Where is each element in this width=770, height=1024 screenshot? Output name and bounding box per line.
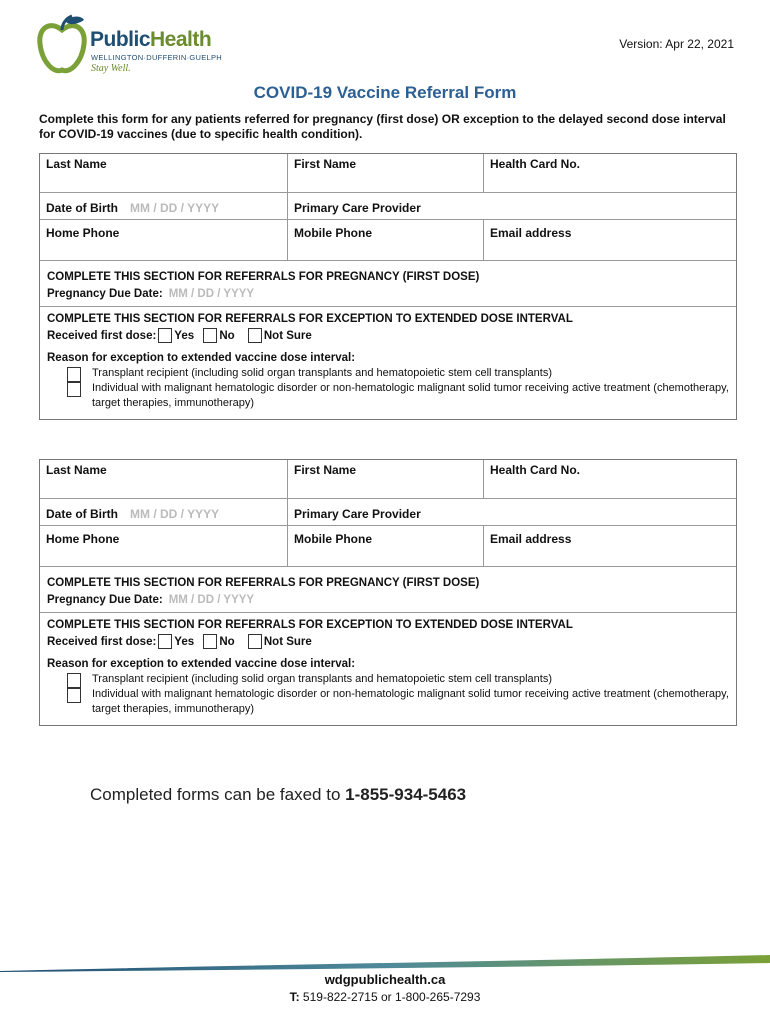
dob-row <box>40 499 736 526</box>
pregnancy-heading: COMPLETE THIS SECTION FOR REFERRALS FOR PREGNANCY (FIRST DOSE) <box>47 271 480 283</box>
yes-checkbox[interactable] <box>158 328 172 343</box>
exception-section <box>40 613 736 655</box>
yes-checkbox[interactable] <box>158 634 172 649</box>
referral-form-2 <box>39 459 737 726</box>
footer-telephone: T: 519-822-2715 or 1-800-265-7293 <box>289 990 481 1004</box>
reason-section <box>40 349 736 419</box>
received-dose-row: Received first dose: Yes No Not Sure <box>47 636 312 648</box>
email-field[interactable]: Email address <box>483 526 736 566</box>
public-health-logo <box>36 14 226 78</box>
footer-website[interactable]: wdgpublichealth.ca <box>324 972 446 987</box>
exception-heading: COMPLETE THIS SECTION FOR REFERRALS FOR EXCEPTION TO EXTENDED DOSE INTERVAL <box>47 313 573 325</box>
home-phone-field[interactable]: Home Phone <box>46 226 120 240</box>
brand-tagline: Stay Well. <box>91 63 131 74</box>
malignant-checkbox[interactable] <box>67 382 81 397</box>
first-name-field[interactable]: First Name <box>287 154 483 192</box>
not-sure-checkbox[interactable] <box>248 328 262 343</box>
exception-heading: COMPLETE THIS SECTION FOR REFERRALS FOR EXCEPTION TO EXTENDED DOSE INTERVAL <box>47 619 573 631</box>
mobile-phone-field[interactable]: Mobile Phone <box>287 526 483 566</box>
pregnancy-section <box>40 567 736 613</box>
due-date-field[interactable]: Pregnancy Due Date: MM / DD / YYYY <box>47 288 255 300</box>
exception-section <box>40 307 736 349</box>
health-card-field[interactable]: Health Card No. <box>483 154 736 192</box>
referral-form-1 <box>39 153 737 420</box>
primary-care-field[interactable]: Primary Care Provider <box>287 499 736 525</box>
transplant-checkbox[interactable] <box>67 367 81 382</box>
brand-name: PublicHealth <box>90 28 212 51</box>
name-row <box>40 154 736 193</box>
phone-row <box>40 220 736 261</box>
health-card-field[interactable]: Health Card No. <box>483 460 736 498</box>
malignant-checkbox[interactable] <box>67 688 81 703</box>
reason-heading: Reason for exception to extended vaccine dose interval: <box>47 658 356 670</box>
no-checkbox[interactable] <box>203 328 217 343</box>
pregnancy-heading: COMPLETE THIS SECTION FOR REFERRALS FOR PREGNANCY (FIRST DOSE) <box>47 577 480 589</box>
primary-care-field[interactable]: Primary Care Provider <box>287 193 736 219</box>
reason-option-malignant: Individual with malignant hematologic disorder or non-hematologic malignant solid tumor receiving active treatment (chemotherapy, target therapies, immunotherapy) <box>47 381 729 411</box>
reason-option-transplant: Transplant recipient (including solid organ transplants and hematopoietic stem cell transplants) <box>47 366 729 381</box>
received-dose-row: Received first dose: Yes No Not Sure <box>47 330 312 342</box>
transplant-checkbox[interactable] <box>67 673 81 688</box>
last-name-field[interactable]: Last Name <box>46 463 107 477</box>
due-date-field[interactable]: Pregnancy Due Date: MM / DD / YYYY <box>47 594 255 606</box>
intro-text: Complete this form for any patients referred for pregnancy (first dose) OR exception to the delayed second dose interval for COVID-19 vaccines (due to specific health condition). <box>39 112 726 141</box>
first-name-field[interactable]: First Name <box>287 460 483 498</box>
fax-instructions: Completed forms can be faxed to 1-855-934-5463 <box>90 785 467 804</box>
dob-row <box>40 193 736 220</box>
home-phone-field[interactable]: Home Phone <box>46 532 120 546</box>
version-label: Version: Apr 22, 2021 <box>619 37 734 51</box>
pregnancy-section <box>40 261 736 307</box>
fax-number: 1-855-934-5463 <box>345 785 467 804</box>
reason-option-transplant: Transplant recipient (including solid organ transplants and hematopoietic stem cell transplants) <box>47 672 729 687</box>
email-field[interactable]: Email address <box>483 220 736 260</box>
reason-section <box>40 655 736 725</box>
brand-subtitle: WELLINGTON·DUFFERIN·GUELPH <box>91 53 223 62</box>
not-sure-checkbox[interactable] <box>248 634 262 649</box>
dob-field[interactable]: Date of Birth MM / DD / YYYY <box>46 201 220 215</box>
last-name-field[interactable]: Last Name <box>46 157 107 171</box>
no-checkbox[interactable] <box>203 634 217 649</box>
dob-field[interactable]: Date of Birth MM / DD / YYYY <box>46 507 220 521</box>
name-row <box>40 460 736 499</box>
mobile-phone-field[interactable]: Mobile Phone <box>287 220 483 260</box>
footer-swoosh <box>0 955 770 973</box>
phone-row <box>40 526 736 567</box>
reason-option-malignant: Individual with malignant hematologic disorder or non-hematologic malignant solid tumor receiving active treatment (chemotherapy, target therapies, immunotherapy) <box>47 687 729 717</box>
reason-heading: Reason for exception to extended vaccine dose interval: <box>47 352 356 364</box>
apple-logo-icon <box>36 14 88 78</box>
page-title: COVID-19 Vaccine Referral Form <box>253 83 517 102</box>
